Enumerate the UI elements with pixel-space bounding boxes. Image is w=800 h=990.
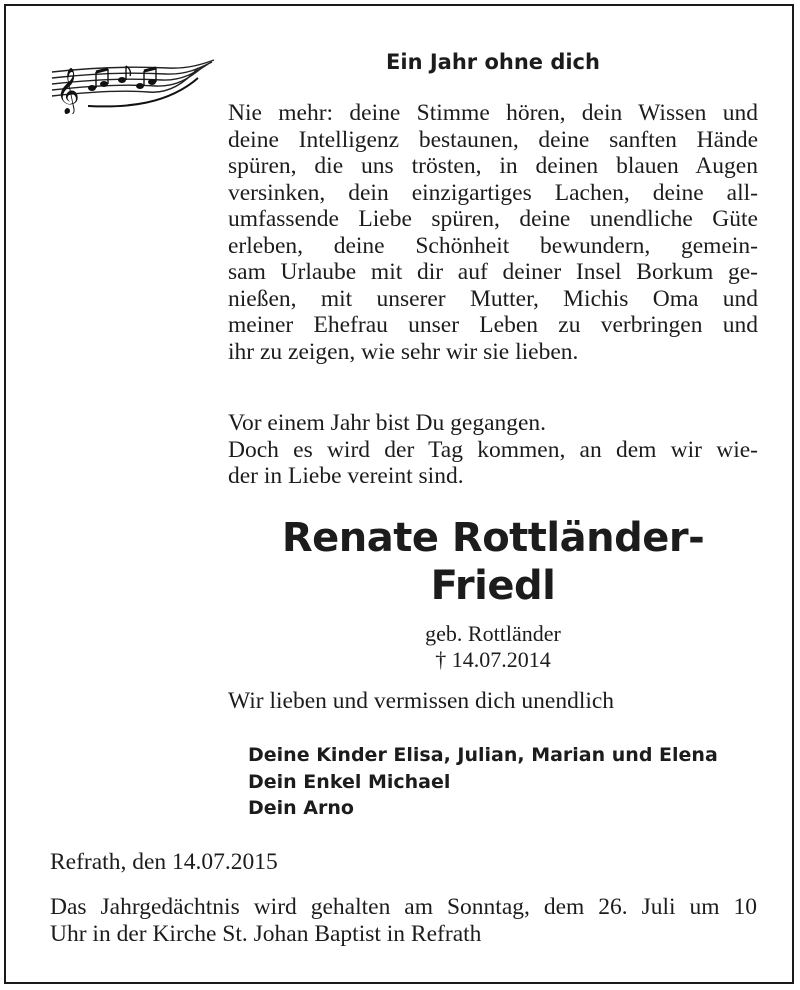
poem-line: versinken, dein einzigartiges Lachen, deine all- bbox=[228, 179, 758, 206]
poem-line: deine Intelligenz bestaunen, deine sanften Hände bbox=[228, 126, 758, 153]
farewell-line: Doch es wird der Tag kommen, an dem wir wie- bbox=[228, 436, 758, 463]
poem-line: meiner Ehefrau unser Leben zu verbringen und bbox=[228, 312, 758, 338]
deceased-name-line: Renate Rottländer- bbox=[281, 515, 705, 561]
maiden-name: geb. Rottländer bbox=[425, 621, 561, 646]
obituary-notice bbox=[4, 4, 794, 984]
farewell-line: Vor einem Jahr bist Du gegangen. bbox=[228, 410, 547, 436]
farewell-line: der in Liebe vereint sind. bbox=[228, 463, 464, 489]
poem bbox=[228, 100, 758, 365]
memorial-service-info bbox=[50, 894, 757, 947]
poem-line: sam Urlaube mit dir auf deiner Insel Borkum ge- bbox=[228, 259, 758, 285]
signers bbox=[248, 742, 768, 822]
poem-line: umfassende Liebe spüren, deine unendliche Güte bbox=[228, 206, 758, 232]
poem-line: spüren, die uns trösten, in deinen blauen Augen bbox=[228, 153, 758, 179]
signer-line: Deine Kinder Elisa, Julian, Marian und Elena bbox=[248, 744, 718, 766]
deceased-name-line: Friedl bbox=[430, 563, 556, 609]
service-line: Uhr in der Kirche St. Johan Baptist in Refrath bbox=[50, 920, 482, 947]
svg-text:𝄞: 𝄞 bbox=[56, 68, 80, 114]
poem-line: ihr zu zeigen, wie sehr wir sie lieben. bbox=[228, 338, 579, 365]
music-notes-icon bbox=[48, 58, 218, 114]
poem-line: nießen, mit unserer Mutter, Michis Oma und bbox=[228, 285, 758, 312]
love-line: Wir lieben und vermissen dich unendlich bbox=[228, 688, 615, 714]
signer-line: Dein Enkel Michael bbox=[248, 770, 451, 793]
death-date: † 14.07.2014 bbox=[435, 647, 551, 672]
signer-line: Dein Arno bbox=[248, 797, 354, 819]
service-line: Das Jahrgedächtnis wird gehalten am Sonntag, dem 26. Juli um 10 bbox=[50, 894, 757, 920]
poem-line: Nie mehr: deine Stimme hören, dein Wissen und bbox=[228, 100, 758, 126]
heading: Ein Jahr ohne dich bbox=[386, 50, 600, 74]
place-date: Refrath, den 14.07.2015 bbox=[50, 849, 278, 875]
deceased-name bbox=[228, 514, 758, 610]
poem-line: erleben, deine Schönheit bewundern, gemein- bbox=[228, 232, 758, 259]
farewell-text bbox=[228, 410, 758, 490]
